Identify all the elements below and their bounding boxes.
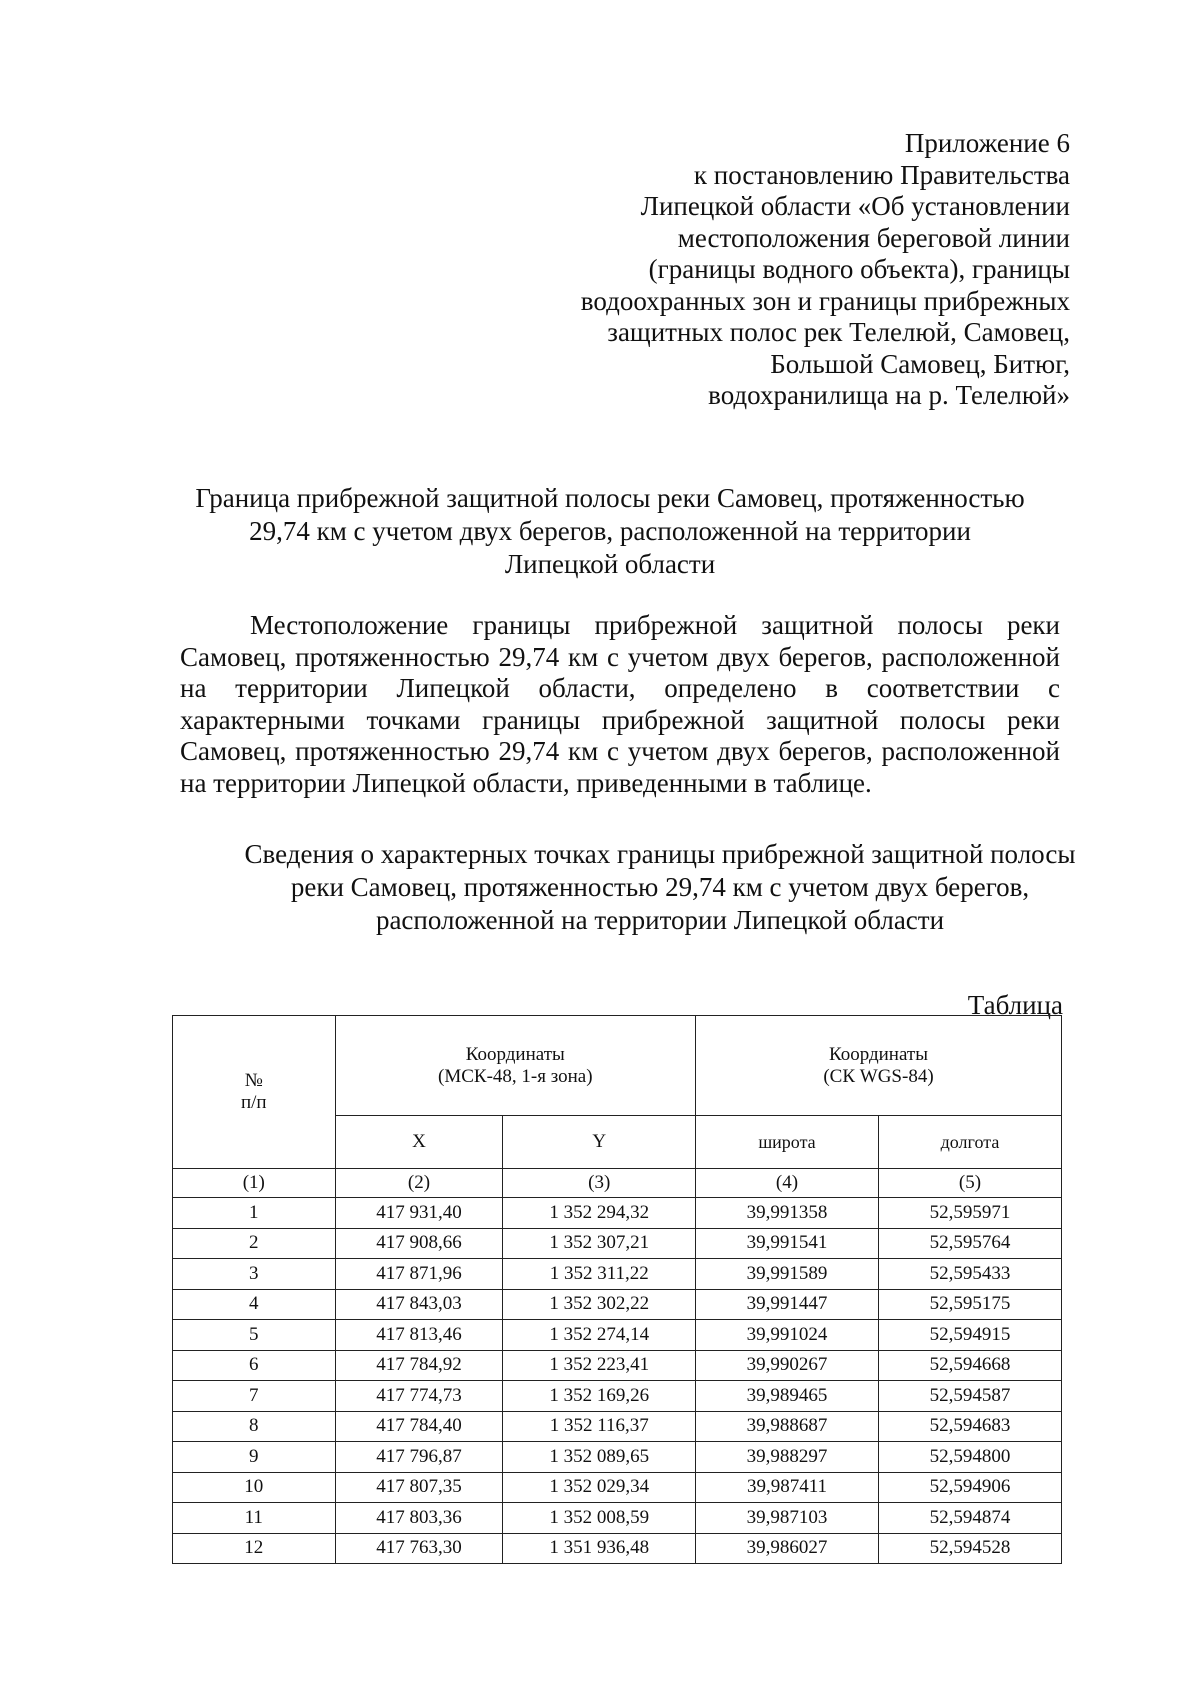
- latitude-cell: 39,986027: [696, 1533, 879, 1564]
- point-number-cell: 11: [173, 1503, 336, 1534]
- y-cell: 1 352 274,14: [503, 1320, 696, 1351]
- header-longitude: долгота: [878, 1116, 1061, 1169]
- body-paragraph: Местоположение границы прибрежной защитной полосы реки Самовец, протяженностью 29,74 км с учетом двух берегов, расположенной на территории Липецкой области, определено в соответствии с характерными точками границы прибрежной защитной полосы реки Самовец, протяженностью 29,74 км с учетом двух берегов, расположенной на территории Липецкой области, приведенными в таблице.: [180, 610, 1060, 798]
- y-cell: 1 352 311,22: [503, 1259, 696, 1290]
- table-row: [173, 1381, 1062, 1412]
- table-row: [173, 1228, 1062, 1259]
- point-number-cell: 3: [173, 1259, 336, 1290]
- table-row: [173, 1442, 1062, 1473]
- latitude-cell: 39,991358: [696, 1198, 879, 1229]
- longitude-cell: 52,595971: [878, 1198, 1061, 1229]
- longitude-cell: 52,594528: [878, 1533, 1061, 1564]
- header-msk: [335, 1016, 695, 1116]
- x-cell: 417 871,96: [335, 1259, 503, 1290]
- longitude-cell: 52,594683: [878, 1411, 1061, 1442]
- table-body: [173, 1198, 1062, 1564]
- table-row: [173, 1411, 1062, 1442]
- latitude-cell: 39,987411: [696, 1472, 879, 1503]
- header-wgs-line2: (СК WGS-84): [823, 1065, 934, 1087]
- x-cell: 417 784,92: [335, 1350, 503, 1381]
- point-number-cell: 2: [173, 1228, 336, 1259]
- x-cell: 417 763,30: [335, 1533, 503, 1564]
- y-cell: 1 352 169,26: [503, 1381, 696, 1412]
- x-cell: 417 774,73: [335, 1381, 503, 1412]
- y-cell: 1 352 223,41: [503, 1350, 696, 1381]
- x-cell: 417 843,03: [335, 1289, 503, 1320]
- table-row: [173, 1472, 1062, 1503]
- longitude-cell: 52,595175: [878, 1289, 1061, 1320]
- table-row: [173, 1320, 1062, 1351]
- appendix-line: Приложение 6: [904, 128, 1070, 158]
- column-number: (2): [335, 1169, 503, 1198]
- header-msk-line2: (МСК-48, 1-я зона): [438, 1065, 593, 1087]
- table-row: [173, 1289, 1062, 1320]
- y-cell: 1 351 936,48: [503, 1533, 696, 1564]
- latitude-cell: 39,987103: [696, 1503, 879, 1534]
- point-number-cell: 12: [173, 1533, 336, 1564]
- title-line: 29,74 км с учетом двух берегов, расположенной на территории: [249, 516, 971, 546]
- point-number-cell: 5: [173, 1320, 336, 1351]
- header-msk-line1: Координаты: [465, 1043, 565, 1065]
- point-number-cell: 1: [173, 1198, 336, 1229]
- table-title: [180, 838, 1140, 937]
- y-cell: 1 352 294,32: [503, 1198, 696, 1229]
- title-line: Граница прибрежной защитной полосы реки Самовец, протяженностью: [195, 483, 1025, 513]
- latitude-cell: 39,991024: [696, 1320, 879, 1351]
- header-latitude: широта: [696, 1116, 879, 1169]
- y-cell: 1 352 008,59: [503, 1503, 696, 1534]
- header-x: X: [335, 1116, 503, 1169]
- longitude-cell: 52,595764: [878, 1228, 1061, 1259]
- longitude-cell: 52,594906: [878, 1472, 1061, 1503]
- header-number-sign: №: [244, 1070, 263, 1091]
- header-wgs-line1: Координаты: [829, 1043, 928, 1065]
- longitude-cell: 52,594915: [878, 1320, 1061, 1351]
- appendix-line: водохранилища на р. Телелюй»: [708, 380, 1070, 410]
- x-cell: 417 803,36: [335, 1503, 503, 1534]
- longitude-cell: 52,594874: [878, 1503, 1061, 1534]
- appendix-line: Липецкой области «Об установлении: [640, 191, 1070, 221]
- latitude-cell: 39,991541: [696, 1228, 879, 1259]
- column-number: (1): [173, 1169, 336, 1198]
- table-caption: Таблица: [967, 990, 1063, 1020]
- appendix-line: к постановлению Правительства: [693, 159, 1070, 190]
- point-number-cell: 8: [173, 1411, 336, 1442]
- longitude-cell: 52,595433: [878, 1259, 1061, 1290]
- latitude-cell: 39,989465: [696, 1381, 879, 1412]
- latitude-cell: 39,988297: [696, 1442, 879, 1473]
- point-number-cell: 7: [173, 1381, 336, 1412]
- column-number-row: [173, 1169, 1062, 1198]
- table-title-line: расположенной на территории Липецкой области: [375, 905, 945, 935]
- table-row: [173, 1198, 1062, 1229]
- y-cell: 1 352 307,21: [503, 1228, 696, 1259]
- x-cell: 417 796,87: [335, 1442, 503, 1473]
- appendix-line: местоположения береговой линии: [677, 222, 1070, 253]
- point-number-cell: 6: [173, 1350, 336, 1381]
- header-number: [173, 1016, 336, 1169]
- appendix-line: Большой Самовец, Битюг,: [770, 348, 1070, 379]
- x-cell: 417 908,66: [335, 1228, 503, 1259]
- table-row: [173, 1350, 1062, 1381]
- latitude-cell: 39,990267: [696, 1350, 879, 1381]
- column-number: (4): [696, 1169, 879, 1198]
- x-cell: 417 813,46: [335, 1320, 503, 1351]
- y-cell: 1 352 089,65: [503, 1442, 696, 1473]
- table-title-line: реки Самовец, протяженностью 29,74 км с учетом двух берегов,: [290, 872, 1030, 902]
- coordinates-table: [172, 1015, 1062, 1564]
- header-wgs: [696, 1016, 1062, 1116]
- appendix-line: защитных полос рек Телелюй, Самовец,: [607, 317, 1070, 347]
- x-cell: 417 807,35: [335, 1472, 503, 1503]
- x-cell: 417 784,40: [335, 1411, 503, 1442]
- y-cell: 1 352 029,34: [503, 1472, 696, 1503]
- table-row: [173, 1259, 1062, 1290]
- point-number-cell: 4: [173, 1289, 336, 1320]
- header-number-pp: п/п: [240, 1092, 267, 1113]
- header-y: Y: [503, 1116, 696, 1169]
- appendix-line: (границы водного объекта), границы: [648, 254, 1070, 284]
- table-title-line: Сведения о характерных точках границы прибрежной защитной полосы: [244, 839, 1076, 869]
- longitude-cell: 52,594668: [878, 1350, 1061, 1381]
- table-row: [173, 1533, 1062, 1564]
- longitude-cell: 52,594587: [878, 1381, 1061, 1412]
- column-number: (5): [878, 1169, 1061, 1198]
- table-row: [173, 1503, 1062, 1534]
- document-title: [180, 482, 1040, 581]
- appendix-header: [510, 128, 1070, 412]
- latitude-cell: 39,991447: [696, 1289, 879, 1320]
- table-header-row: [173, 1016, 1062, 1116]
- point-number-cell: 9: [173, 1442, 336, 1473]
- point-number-cell: 10: [173, 1472, 336, 1503]
- x-cell: 417 931,40: [335, 1198, 503, 1229]
- column-number: (3): [503, 1169, 696, 1198]
- appendix-line: водоохранных зон и границы прибрежных: [580, 285, 1070, 316]
- latitude-cell: 39,988687: [696, 1411, 879, 1442]
- longitude-cell: 52,594800: [878, 1442, 1061, 1473]
- y-cell: 1 352 302,22: [503, 1289, 696, 1320]
- latitude-cell: 39,991589: [696, 1259, 879, 1290]
- y-cell: 1 352 116,37: [503, 1411, 696, 1442]
- title-line: Липецкой области: [504, 549, 716, 579]
